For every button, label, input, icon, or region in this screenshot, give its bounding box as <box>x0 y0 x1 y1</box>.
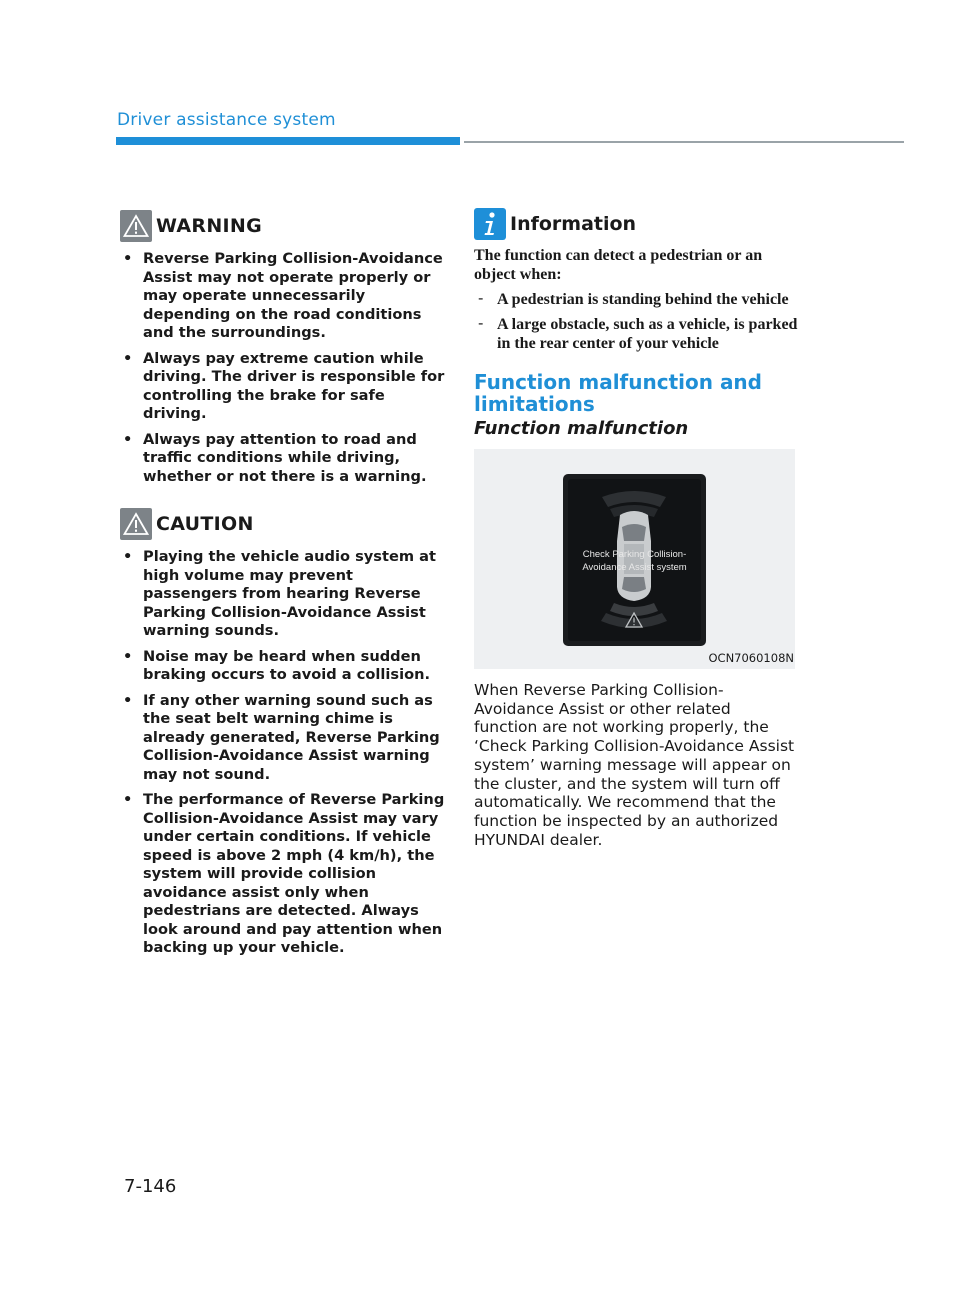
cluster-display-illustration <box>474 449 795 669</box>
information-box <box>474 208 798 353</box>
warning-item: • Always pay attention to road and traffic conditions while driving, whether or not there is a warning. <box>120 431 448 487</box>
warning-item: • Reverse Parking Collision-Avoidance Assist may not operate properly or may operate unnecessarily depending on the road conditions and the surroundings. <box>120 250 448 343</box>
caution-title: CAUTION <box>156 513 254 535</box>
cluster-figure <box>474 449 795 669</box>
information-icon <box>474 208 506 240</box>
caution-box <box>120 508 448 958</box>
section-subheading: Function malfunction <box>474 418 689 439</box>
cluster-message-line1: Check Parking Collision- <box>582 549 687 560</box>
left-column <box>120 210 448 965</box>
figure-code: OCN7060108N <box>708 651 794 665</box>
information-list <box>474 290 798 353</box>
right-column <box>474 208 798 849</box>
information-item: - A large obstacle, such as a vehicle, is parked in the rear center of your vehicle <box>474 315 798 353</box>
section-heading: Function malfunction and limitations <box>474 370 762 416</box>
page-header-title: Driver assistance system <box>117 110 336 130</box>
warning-item: • Always pay extreme caution while driving. The driver is responsible for controlling the brake for safe driving. <box>120 350 448 424</box>
cluster-message-line2: Avoidance Assist system <box>582 562 687 573</box>
header-bar-rule <box>464 141 904 143</box>
information-item: - A pedestrian is standing behind the vehicle <box>474 290 798 309</box>
warning-box <box>120 210 448 486</box>
caution-item: • Playing the vehicle audio system at high volume may prevent passengers from hearing Reverse Parking Collision-Avoidance Assist warning sounds. <box>120 548 448 641</box>
caution-item: • If any other warning sound such as the seat belt warning chime is already generated, Reverse Parking Collision-Avoidance Assist warning may not sound. <box>120 692 448 785</box>
page-number: 7-146 <box>124 1176 177 1197</box>
warning-title: WARNING <box>156 215 263 237</box>
warning-triangle-icon <box>120 210 152 242</box>
information-title: Information <box>510 213 637 235</box>
caution-triangle-icon <box>120 508 152 540</box>
caution-item: • Noise may be heard when sudden braking occurs to avoid a collision. <box>120 648 448 685</box>
warning-list <box>120 250 448 486</box>
malfunction-description: When Reverse Parking Collision-Avoidance Assist or other related function are not working properly, the ‘Check Parking Collision-Avoidance Assist system’ warning message will appear on the cluster, and the system will turn off automatically. We recommend that the function be inspected by an authorized HYUNDAI dealer. <box>474 681 795 849</box>
caution-item: • The performance of Reverse Parking Collision-Avoidance Assist may vary under certain conditions. If vehicle speed is above 2 mph (4 km/h), the system will provide collision avoidance assist only when pedestrians are detected. Always look around and pay attention when backing up your vehicle. <box>120 791 448 958</box>
caution-list <box>120 548 448 958</box>
header-bar-accent <box>116 137 460 145</box>
information-intro: The function can detect a pedestrian or an object when: <box>474 247 763 283</box>
